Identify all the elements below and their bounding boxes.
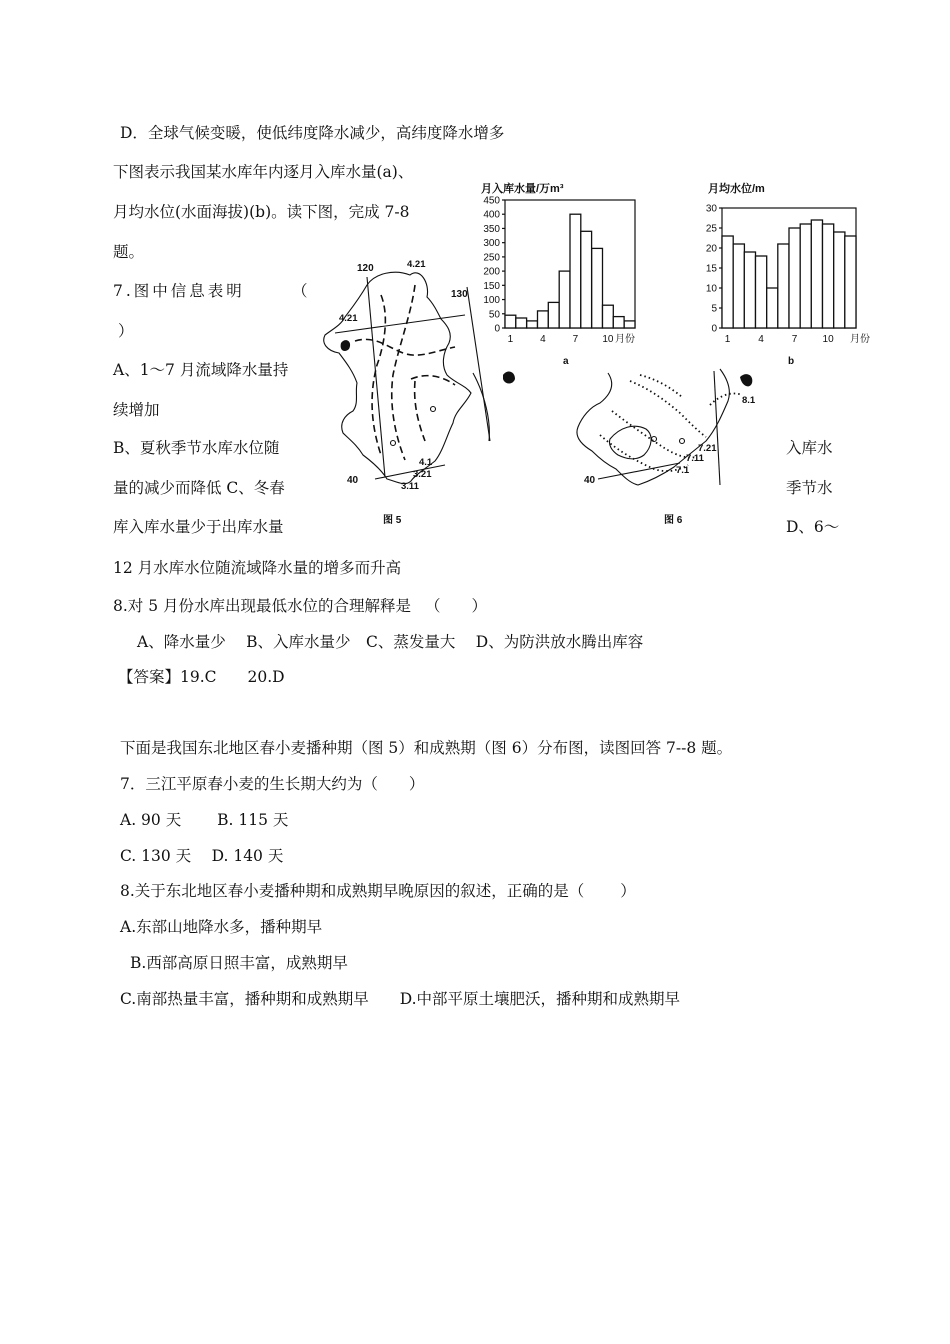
map5-island xyxy=(341,340,350,351)
chart-b-ytick-label: 25 xyxy=(705,223,717,235)
chart-b-bar-month-5 xyxy=(767,288,778,328)
map5-lon-120: 120 xyxy=(357,263,374,274)
q7a-option-a-2: 续增加 xyxy=(113,401,160,419)
chart-b-ytick-label: 30 xyxy=(705,203,717,215)
chart-a-ytick-label: 250 xyxy=(483,252,500,264)
q7b-options-row-2: C. 130 天 D. 140 天 xyxy=(120,847,284,865)
map6-label-7-11: 7.11 xyxy=(686,453,704,464)
map5-isoline-a xyxy=(372,295,385,455)
map5-city-2 xyxy=(391,441,396,446)
intro-line-3: 题。 xyxy=(113,243,145,261)
chart-b-xtick-label: 7 xyxy=(791,334,798,345)
chart-a-ytick-label: 300 xyxy=(483,238,500,250)
map6-coast-inner xyxy=(609,426,651,459)
map5-label-4-1: 4.1 xyxy=(419,457,433,468)
map5-isoline-b xyxy=(392,285,415,460)
chart-b-bar-month-6 xyxy=(778,244,789,328)
chart-a-bar-month-5 xyxy=(548,302,559,328)
chart-a-ytick-label: 350 xyxy=(483,223,500,235)
chart-b-bar-month-4 xyxy=(756,256,767,328)
q7a-option-b-1: B、夏秋季节水库水位随 xyxy=(113,439,280,457)
chart-b-caption: b xyxy=(788,356,795,367)
q8a-stem-text: 8.对 5 月份水库出现最低水位的合理解释是 xyxy=(113,597,412,615)
chart-b-ytick-label: 0 xyxy=(711,323,717,335)
map6-label-7-1: 7.1 xyxy=(676,465,690,476)
chart-a-bar-month-1 xyxy=(505,315,516,328)
chart-a-bar-month-7 xyxy=(570,214,581,328)
map5-lon-130: 130 xyxy=(451,289,468,300)
map6-isoline-7-21 xyxy=(630,381,706,437)
q7a-option-b-2: 量的减少而降低 C、冬春 xyxy=(113,479,285,497)
map6-city-1 xyxy=(652,437,657,442)
q7a-option-a-1: A、1～7 月流域降水量持 xyxy=(113,361,289,379)
chart-b-xlabel: 月份 xyxy=(850,334,870,345)
q7a-option-d-2: 12 月水库水位随流域降水量的增多而升高 xyxy=(113,559,402,577)
chart-b-bar-month-10 xyxy=(823,224,834,328)
chart-b-bar-month-8 xyxy=(800,224,811,328)
chart-a-ytick-label: 50 xyxy=(488,309,500,321)
chart-b-bar-month-2 xyxy=(733,244,744,328)
map5-city-1 xyxy=(431,407,436,412)
map5-isoline-c xyxy=(411,376,455,385)
chart-b-bar-month-12 xyxy=(845,236,856,328)
map6-isoline-7-11 xyxy=(612,411,696,458)
chart-a-ytick-label: 200 xyxy=(483,266,500,278)
chart-b-water-level xyxy=(700,178,880,368)
chart-a-ytick-label: 450 xyxy=(483,195,500,207)
chart-a-bar-month-10 xyxy=(603,305,614,328)
map-figure-6 xyxy=(570,365,770,525)
chart-a-bar-month-11 xyxy=(613,317,624,328)
q8a-stem xyxy=(113,596,487,616)
map6-caption: 图 6 xyxy=(664,515,683,526)
chart-a-ytick-label: 150 xyxy=(483,280,500,292)
map5-label-4-21-left: 4.21 xyxy=(339,313,358,324)
chart-a-bar-month-8 xyxy=(581,231,592,328)
map6-label-8-1: 8.1 xyxy=(742,395,756,406)
chart-b-bar-month-7 xyxy=(789,228,800,328)
intro-line-2: 月均水位(水面海拔)(b)。读下图，完成 7-8 xyxy=(113,203,410,221)
q8a-paren: （ ） xyxy=(425,597,488,615)
chart-a-bar-month-12 xyxy=(624,321,635,328)
map5-label-3-21: 3.21 xyxy=(413,469,432,480)
q7a-stem: 7.图中信息表明 xyxy=(113,282,245,300)
chart-a-bar-month-4 xyxy=(538,311,549,328)
q8a-options: A、降水量少 B、入库水量少 C、蒸发量大 D、为防洪放水腾出库容 xyxy=(137,633,644,651)
chart-b-xtick-label: 10 xyxy=(822,334,834,345)
chart-b-bar-month-1 xyxy=(722,236,733,328)
map6-lat-40: 40 xyxy=(584,475,596,486)
chart-a-ytick-label: 0 xyxy=(494,323,500,335)
map5-label-3-11: 3.11 xyxy=(401,481,419,492)
intro-line-1: 下图表示我国某水库年内逐月入库水量(a)、 xyxy=(113,163,414,181)
map6-island xyxy=(740,374,752,386)
map5-parallel-40 xyxy=(375,465,445,479)
chart-a-xlabel: 月份 xyxy=(615,334,635,345)
chart-b-ytick-label: 10 xyxy=(705,283,717,295)
answer xyxy=(118,667,285,687)
chart-b-title: 月均水位/m xyxy=(708,183,765,195)
map5-meridian-120 xyxy=(367,277,385,477)
chart-b-xtick-label: 4 xyxy=(758,334,764,345)
chart-a-xtick-label: 4 xyxy=(540,334,546,345)
chart-b-bar-month-3 xyxy=(744,252,755,328)
map5-isoline-4-21 xyxy=(355,339,455,355)
chart-b-ytick-label: 5 xyxy=(711,303,717,315)
q8b-option-cd: C.南部热量丰富，播种期和成熟期早 D.中部平原土壤肥沃，播种期和成熟期早 xyxy=(120,990,681,1008)
chart-a-bar-month-3 xyxy=(527,321,538,328)
map5-lat-40: 40 xyxy=(347,475,359,486)
chart-a-bar-month-6 xyxy=(559,271,570,328)
q7a-option-d-right: D、6～ xyxy=(786,518,840,536)
chart-a-xtick-label: 1 xyxy=(507,334,514,345)
prev-option-d: D．全球气候变暖，使低纬度降水减少，高纬度降水增多 xyxy=(120,124,505,142)
map5-caption: 图 5 xyxy=(383,515,402,526)
chart-b-xtick-label: 1 xyxy=(724,334,731,345)
answer-value: 19.C 20.D xyxy=(180,668,285,686)
chart-b-ytick-label: 20 xyxy=(705,243,717,255)
q7b-options-row-1: A. 90 天 B. 115 天 xyxy=(120,811,289,829)
chart-a-caption: a xyxy=(563,356,569,367)
chart-b-bar-month-9 xyxy=(811,220,822,328)
chart-a-xtick-label: 10 xyxy=(602,334,614,345)
map6-city-2 xyxy=(680,439,685,444)
chart-b-ytick-label: 15 xyxy=(705,263,717,275)
map6-coastline xyxy=(577,369,729,485)
q7a-paren-open: （ xyxy=(292,282,308,300)
map5-label-4-21-top: 4.21 xyxy=(407,259,426,270)
map5-inset-island xyxy=(503,372,515,384)
q7a-paren-close: ） xyxy=(118,322,134,340)
chart-a-inflow xyxy=(475,178,645,368)
q8b-stem: 8.关于东北地区春小麦播种期和成熟期早晚原因的叙述，正确的是（ ） xyxy=(120,882,636,900)
map6-label-7-21: 7.21 xyxy=(698,443,717,454)
chart-b-bar-month-11 xyxy=(834,232,845,328)
q7a-option-b-right: 入库水 xyxy=(786,439,833,457)
chart-a-title: 月入库水量/万m³ xyxy=(481,183,564,195)
q7a-option-c-2: 库入库水量少于出库水量 xyxy=(113,518,284,536)
map5-coastline xyxy=(324,272,471,483)
intro-2: 下面是我国东北地区春小麦播种期（图 5）和成熟期（图 6）分布图，读图回答 7--8 题。 xyxy=(120,739,733,757)
chart-a-bar-month-2 xyxy=(516,318,527,328)
answer-label: 【答案】 xyxy=(118,668,181,686)
chart-a-bar-month-9 xyxy=(592,248,603,328)
q7a-option-c-right: 季节水 xyxy=(786,479,833,497)
q8b-option-b: B.西部高原日照丰富，成熟期早 xyxy=(130,954,348,972)
map5-isoline-d xyxy=(415,381,425,441)
q7b-stem: 7．三江平原春小麦的生长期大约为（ ） xyxy=(120,775,425,793)
map-figure-5 xyxy=(315,255,485,525)
chart-a-ytick-label: 400 xyxy=(483,209,500,221)
map6-isoline-top xyxy=(640,375,682,397)
chart-a-ytick-label: 100 xyxy=(483,295,500,307)
q8b-option-a: A.东部山地降水多，播种期早 xyxy=(120,918,323,936)
chart-a-xtick-label: 7 xyxy=(572,334,579,345)
